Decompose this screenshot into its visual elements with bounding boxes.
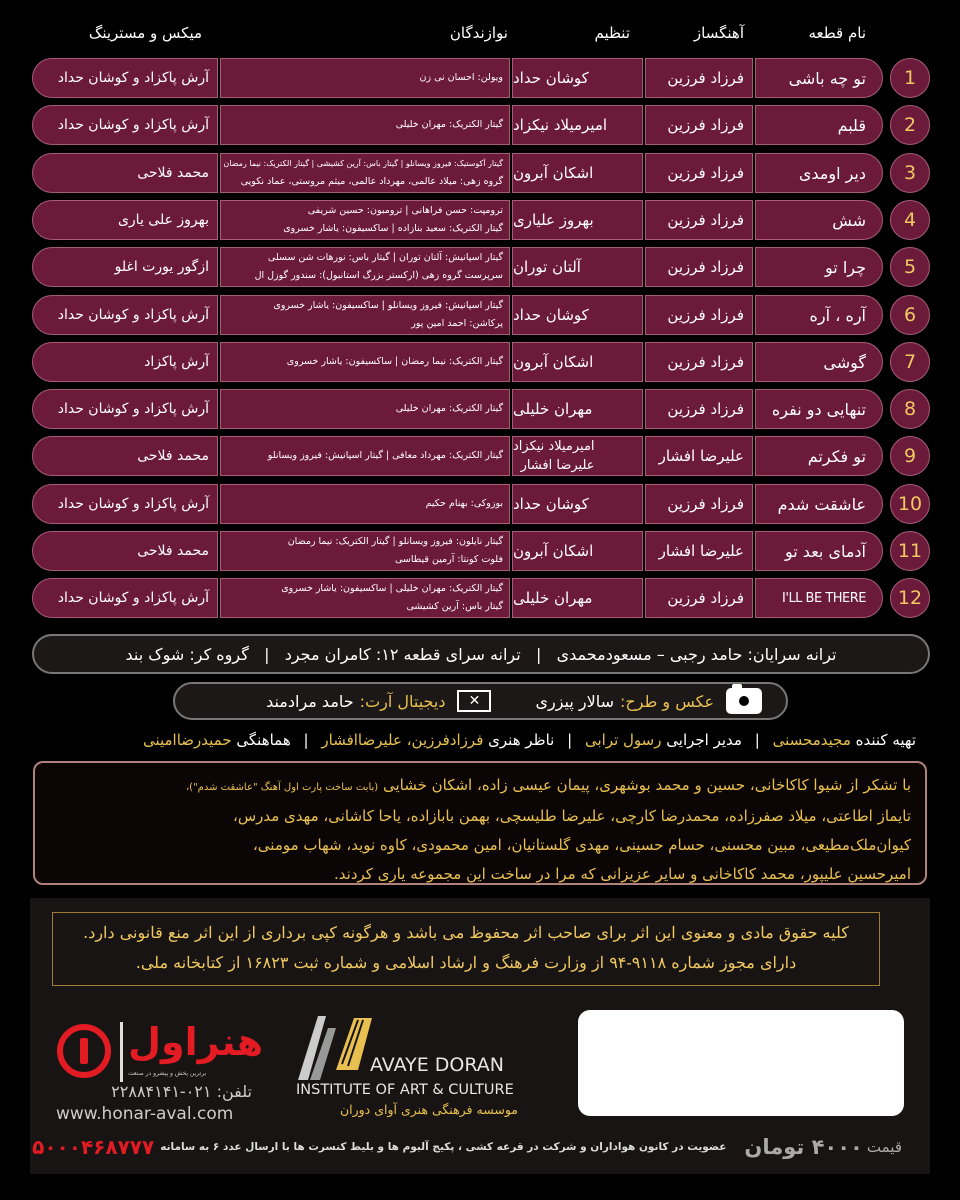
track-musicians — [220, 436, 510, 476]
honar-aval-tagline: برترین پخش و پیشرو در صنعت — [128, 1070, 207, 1077]
track-composer: فرزاد فرزین — [645, 153, 753, 193]
musician-line: گیتار الکتریک: مهران خلیلی — [395, 119, 503, 130]
track-number: 8 — [890, 389, 930, 429]
musician-line: بوزوکی: بهنام حکیم — [425, 498, 503, 509]
track-mix: آرش پاکزاد و کوشان حداد — [32, 295, 218, 335]
track-number: 9 — [890, 436, 930, 476]
track-musicians — [220, 484, 510, 524]
track-musicians — [220, 578, 510, 618]
avaye-doran-name: AVAYE DORAN — [370, 1054, 504, 1076]
track-composer: فرزاد فرزین — [645, 105, 753, 145]
avaye-doran-sub: INSTITUTE OF ART & CULTURE — [296, 1082, 514, 1098]
thanks-line2: تایماز اطاعتی، میلاد صفرزاده، محمدرضا کارچی، علیرضا طلیسچی، بهمن بابازاده، یاحا کاشانی، مهدی مدرس، — [232, 807, 911, 825]
track-arrangement — [512, 58, 643, 98]
arrangement-line: اشکان آبرون — [513, 541, 594, 560]
track-musicians — [220, 295, 510, 335]
track-title-text: تو چه باشی — [788, 68, 866, 88]
musician-line: گیتار اسپانیش: آلتان توران | گیتار باس: نورهات شن سسلی — [267, 252, 503, 263]
track-title — [755, 247, 883, 287]
track-composer: فرزاد فرزین — [645, 578, 753, 618]
musician-line: فلوت کونتا: آرمین قیطاسی — [394, 554, 503, 565]
track-title-text: قلبم — [837, 115, 866, 135]
lyricists-text: ترانه سرایان: حامد رجبی – مسعودمحمدی | ترانه سرای قطعه ۱۲: کامران مجرد | گروه کر: شوک بند — [125, 644, 837, 664]
art-label: ناظر هنری — [488, 731, 555, 749]
track-title — [755, 342, 883, 382]
musician-line: گیتار الکتریک: مهران خلیلی — [395, 403, 503, 414]
avaye-doran-logo — [296, 1010, 526, 1122]
musician-line: ویولن: احسان نی زن — [419, 72, 503, 83]
honar-aval-url[interactable]: www.honar-aval.com — [56, 1104, 234, 1124]
avaye-doran-persian: موسسه فرهنگی هنری آوای دوران — [339, 1102, 518, 1117]
arrangement-line: مهران خلیلی — [513, 399, 593, 418]
track-title-text: عاشقت شدم — [777, 494, 866, 514]
track-musicians — [220, 531, 510, 571]
track-mix: آرش پاکزاد و کوشان حداد — [32, 578, 218, 618]
sms-text: عضویت در کانون هواداران و شرکت در قرعه کشی ، پکیج آلبوم ها و بلیط کنسرت ها با ارسال عدد ۶ به سامانه — [160, 1141, 727, 1153]
track-mix: آرش پاکزاد و کوشان حداد — [32, 484, 218, 524]
legal-notice — [52, 912, 880, 986]
track-mix: آرش پاکزاد و کوشان حداد — [32, 58, 218, 98]
track-composer: فرزاد فرزین — [645, 484, 753, 524]
thanks-line3: کیوان‌ملک‌مطیعی، مبین محسنی، حسام حسینی، مهدی گلستانیان، امین محمودی، کاوه نوید، شهاب مومنی، — [252, 836, 911, 854]
track-title-text: گوشی — [823, 352, 866, 372]
thanks-line1: با تشکر از شیوا کاکاخانی، حسین و محمد بوشهری، پیمان عیسی زاده، اشکان خشایی — [382, 776, 911, 794]
track-mix: آرش پاکزاد — [32, 342, 218, 382]
photo-label: عکس و طرح: — [620, 691, 714, 711]
avaye-doran-emblem-icon — [296, 1010, 374, 1084]
photo-bar — [173, 682, 788, 720]
track-musicians — [220, 153, 510, 193]
musician-line: گیتار الکتریک: مهرداد معافی | گیتار اسپانیش: فیروز ویسانلو — [267, 450, 503, 461]
track-number: 1 — [890, 58, 930, 98]
honar-aval-phone-label: تلفن: — [216, 1082, 252, 1101]
honar-aval-phone: ۰۲۱-۲۲۸۸۴۱۴۱ — [111, 1082, 212, 1101]
musician-line: گروه زهی: میلاد عالمی، مهرداد عالمی، میثم مروستی، عماد نکویی — [240, 176, 503, 187]
track-mix: محمد فلاحی — [32, 153, 218, 193]
track-title — [755, 531, 883, 571]
track-number: 10 — [890, 484, 930, 524]
track-composer: فرزاد فرزین — [645, 200, 753, 240]
musician-line: گیتار آکوستیک: فیروز ویسانلو | گیتار باس: آرین کشیشی | گیتار الکتریک: نیما رمضان — [223, 159, 503, 168]
legal-line1: کلیه حقوق مادی و معنوی این اثر برای صاحب اثر محفوظ می باشد و هرگونه کپی برداری از این اثر منع قانونی دارد. — [83, 923, 849, 942]
track-arrangement — [512, 578, 643, 618]
track-mix: آرش پاکزاد و کوشان حداد — [32, 389, 218, 429]
track-number: 7 — [890, 342, 930, 382]
producer-name: مجیدمحسنی — [772, 731, 851, 749]
lyricists-bar — [32, 634, 930, 674]
honar-aval-brand: هنراول — [128, 1020, 264, 1064]
track-musicians — [220, 58, 510, 98]
track-arrangement — [512, 342, 643, 382]
musician-line: ترومپت: حسن فراهانی | ترومبون: حسین شریفی — [307, 205, 503, 216]
digital-art-icon: ✕ — [457, 690, 491, 712]
track-composer: فرزاد فرزین — [645, 295, 753, 335]
track-title — [755, 105, 883, 145]
digital-label: دیجیتال آرت: — [359, 691, 446, 711]
header-mix: میکس و مسترینگ — [88, 24, 202, 42]
photo-name: سالار پیزری — [535, 691, 615, 711]
musician-line: سرپرست گروه زهی (ارکستر بزرگ استانبول): سندور گوزل ال — [254, 270, 503, 281]
track-musicians — [220, 200, 510, 240]
track-composer: علیرضا افشار — [645, 436, 753, 476]
arrangement-line: امیرمیلاد نیکزاد — [513, 439, 595, 454]
musician-line: گیتار الکتریک: مهران خلیلی | ساکسیفون: یاشار خسروی — [281, 583, 503, 594]
musician-line: گیتار اسپانیش: فیروز ویسانلو | ساکسیفون: یاشار خسروی — [273, 300, 503, 311]
header-arrangement: تنظیم — [594, 24, 630, 42]
track-mix: آرش پاکزاد و کوشان حداد — [32, 105, 218, 145]
track-composer: فرزاد فرزین — [645, 389, 753, 429]
track-arrangement — [512, 200, 643, 240]
barcode-box — [578, 1010, 904, 1116]
coord-label: هماهنگی — [236, 731, 291, 749]
track-title — [755, 436, 883, 476]
track-composer: فرزاد فرزین — [645, 58, 753, 98]
camera-icon — [726, 688, 762, 714]
price-label: قیمت — [866, 1138, 902, 1156]
musician-line: پرکاشن: احمد امین پور — [411, 318, 503, 329]
musician-line: گیتار باس: آرین کشیشی — [406, 601, 503, 612]
track-mix: ازگور یورت اغلو — [32, 247, 218, 287]
footer-line — [32, 1130, 902, 1164]
track-composer: فرزاد فرزین — [645, 342, 753, 382]
track-number: 4 — [890, 200, 930, 240]
honar-aval-phone-line — [56, 1082, 252, 1101]
producer-label: تهیه کننده — [855, 731, 916, 749]
legal-line2: دارای مجوز شماره ۹۱۱۸-۹۴ از وزارت فرهنگ و ارشاد اسلامی و شماره ثبت ۱۶۸۲۳ از کتابخانه ملی. — [135, 953, 797, 972]
track-number: 11 — [890, 531, 930, 571]
coord-name: حمیدرضاامینی — [142, 731, 232, 749]
art-name: فرزادفرزین، علیرضاافشار — [321, 731, 484, 749]
arrangement-line: کوشان حداد — [513, 305, 589, 324]
arrangement-line: کوشان حداد — [513, 68, 589, 87]
track-arrangement — [512, 531, 643, 571]
arrangement-line: علیرضا افشار — [520, 458, 595, 473]
digital-name: حامد مرادمند — [266, 691, 354, 711]
track-title — [755, 578, 883, 618]
track-mix: بهروز علی یاری — [32, 200, 218, 240]
arrangement-line: اشکان آبرون — [513, 163, 594, 182]
track-arrangement — [512, 295, 643, 335]
honar-aval-logo — [52, 1020, 264, 1130]
honar-aval-circle-icon — [57, 1024, 111, 1078]
track-mix: محمد فلاحی — [32, 531, 218, 571]
track-title-text: دیر اومدی — [798, 163, 866, 183]
musician-line: گیتار الکتریک: سعید بنازاده | ساکسیفون: یاشار خسروی — [283, 223, 503, 234]
track-mix: محمد فلاحی — [32, 436, 218, 476]
track-title — [755, 295, 883, 335]
track-title-text: آره ، آره — [809, 305, 866, 325]
track-number: 2 — [890, 105, 930, 145]
track-musicians — [220, 389, 510, 429]
musician-line: گیتار نایلون: فیروز ویسانلو | گیتار الکتریک: نیما رمضان — [287, 536, 503, 547]
arrangement-line: آلتان توران — [513, 257, 581, 276]
track-composer: علیرضا افشار — [645, 531, 753, 571]
track-arrangement — [512, 153, 643, 193]
header-title: نام قطعه — [808, 24, 866, 42]
arrangement-line: اشکان آبرون — [513, 352, 594, 371]
thanks-line1-note: (بابت ساخت پارت اول آهنگ "عاشقت شدم")، — [185, 782, 379, 793]
track-arrangement — [512, 484, 643, 524]
track-composer: فرزاد فرزین — [645, 247, 753, 287]
arrangement-line: مهران خلیلی — [513, 588, 593, 607]
track-title — [755, 484, 883, 524]
track-title — [755, 58, 883, 98]
track-title-text: آدمای بعد تو — [785, 541, 866, 561]
track-number: 6 — [890, 295, 930, 335]
track-arrangement — [512, 247, 643, 287]
track-arrangement — [512, 105, 643, 145]
track-number: 12 — [890, 578, 930, 618]
track-arrangement — [512, 436, 643, 476]
arrangement-line: امیرمیلاد نیکزاد — [513, 115, 608, 134]
track-number: 5 — [890, 247, 930, 287]
track-title-text: I'LL BE THERE — [782, 590, 866, 606]
exec-label: مدیر اجرایی — [666, 731, 742, 749]
price-value: ۴۰۰۰ تومان — [744, 1135, 863, 1159]
track-musicians — [220, 105, 510, 145]
track-number: 3 — [890, 153, 930, 193]
track-title — [755, 153, 883, 193]
thanks-line4: امیرحسین علیپور، محمد کاکاخانی و سایر عزیزانی که مرا در ساخت این مجموعه یاری کردند. — [334, 865, 911, 883]
track-title-text: شش — [832, 210, 866, 230]
exec-name: رسول ترابی — [584, 731, 662, 749]
track-title — [755, 200, 883, 240]
track-arrangement — [512, 389, 643, 429]
thanks-box — [33, 761, 927, 885]
track-title-text: تنهایی دو نفره — [771, 399, 866, 419]
header-composer: آهنگساز — [693, 24, 744, 42]
arrangement-line: کوشان حداد — [513, 494, 589, 513]
track-title — [755, 389, 883, 429]
track-title-text: تو فکرتم — [807, 446, 866, 466]
credits-line: تهیه کننده مجیدمحسنی | مدیر اجرایی رسول ترابی | ناظر هنری فرزادفرزین، علیرضاافشار | هماهنگی حمیدرضاامینی — [142, 731, 916, 749]
header-musicians: نوازندگان — [449, 24, 508, 42]
track-musicians — [220, 342, 510, 382]
musician-line: گیتار الکتریک: نیما رمضان | ساکسیفون: یاشار خسروی — [286, 356, 503, 367]
track-title-text: چرا تو — [825, 257, 866, 277]
arrangement-line: بهروز علیاری — [513, 210, 594, 229]
sms-number[interactable]: ۵۰۰۰۴۶۸۷۷۷ — [32, 1135, 155, 1159]
track-musicians — [220, 247, 510, 287]
